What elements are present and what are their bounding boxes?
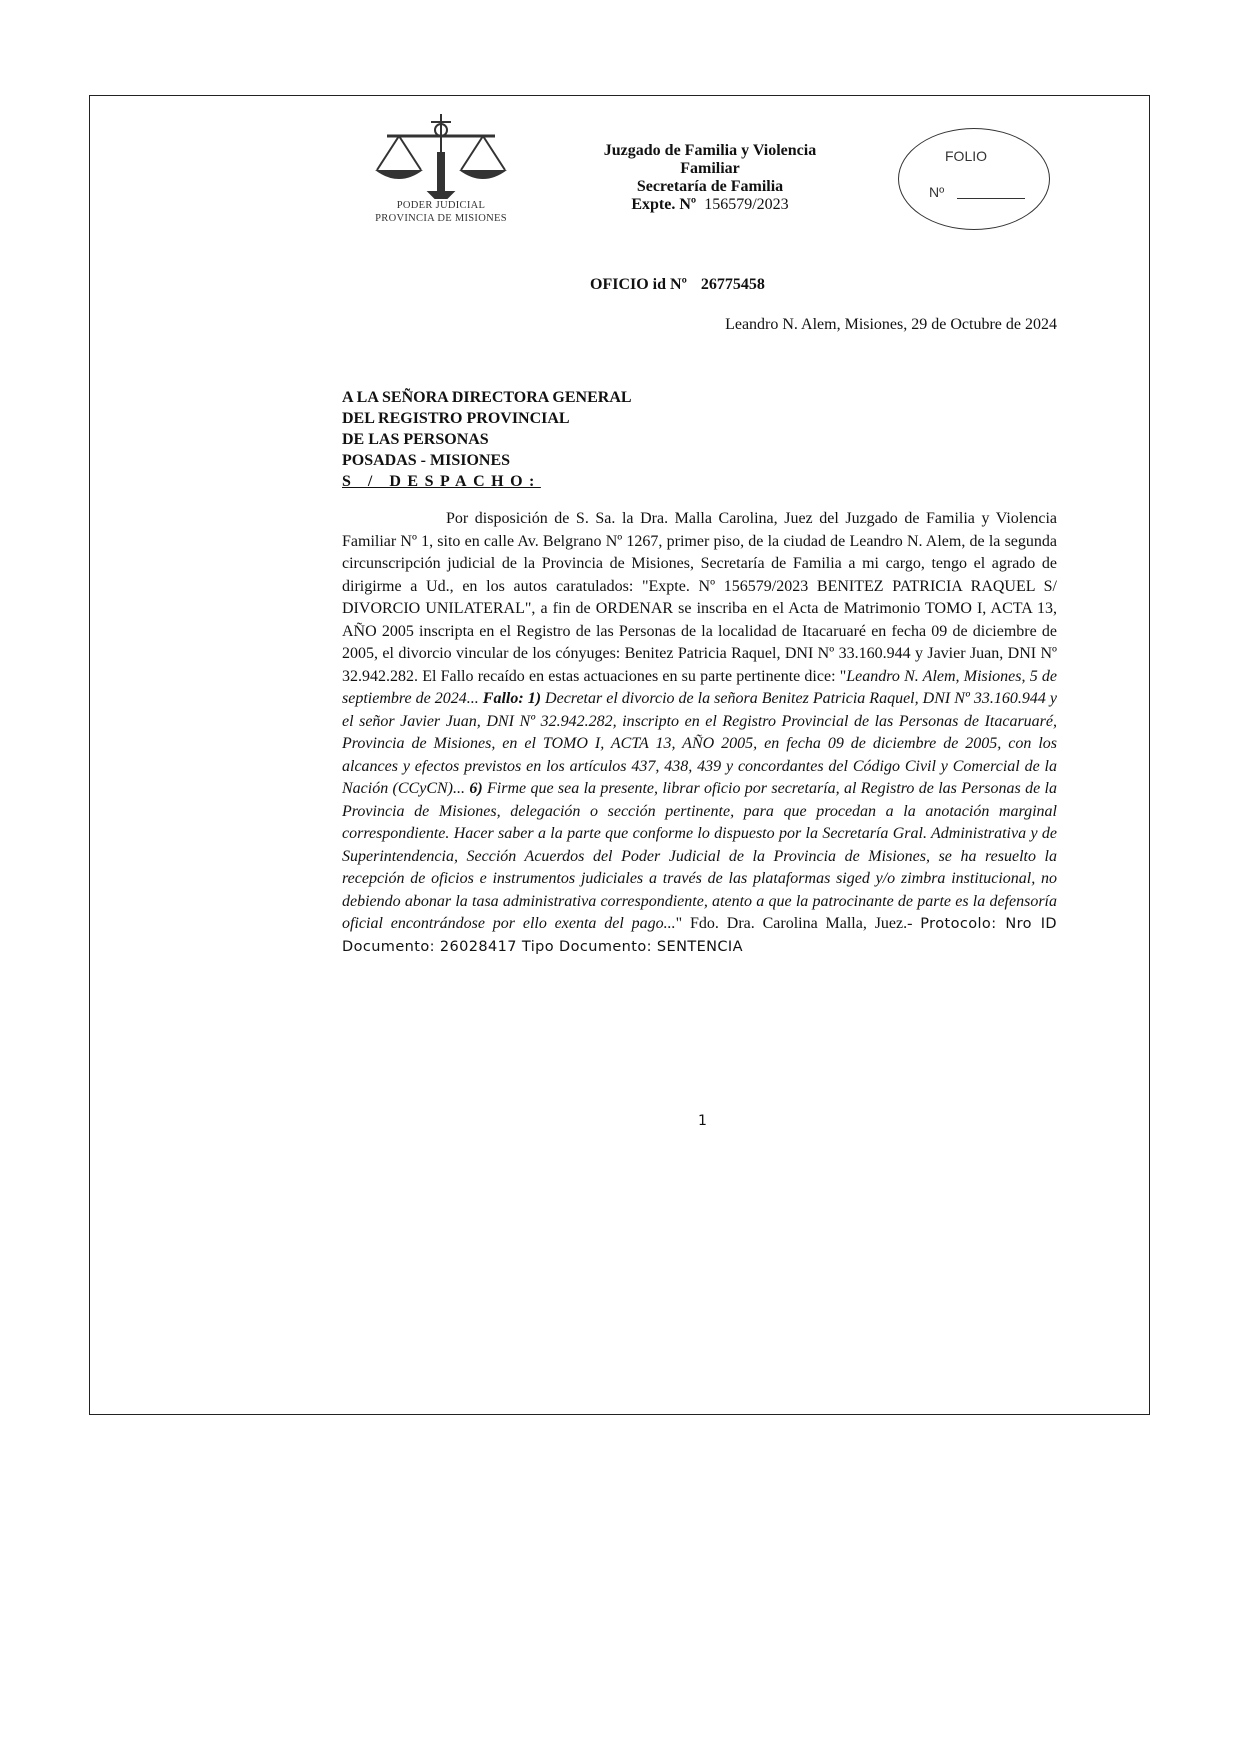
folio-number-label: Nº: [929, 184, 945, 200]
expte-number: 156579/2023: [704, 196, 789, 213]
oficio-number: 26775458: [700, 276, 765, 293]
folio-label: FOLIO: [945, 148, 988, 164]
oficio-id: [590, 276, 765, 294]
despacho-line: S / DESPACHO:: [342, 473, 541, 490]
item6-label: 6): [469, 780, 483, 797]
quote-part1: Leandro N. Alem, Misiones, 5 de septiembre de 2024...: [342, 667, 1058, 707]
court-header: [560, 142, 860, 214]
addressee-line4: POSADAS - MISIONES: [342, 452, 511, 469]
fallo-label: Fallo: 1): [482, 690, 542, 707]
addressee-block: [342, 387, 632, 492]
date-line: Leandro N. Alem, Misiones, 29 de Octubre de 2024: [725, 316, 1057, 333]
folio-stamp: [898, 128, 1050, 230]
expte-label: Expte. Nº: [631, 196, 697, 213]
court-name-line2: Familiar: [680, 160, 740, 177]
quote-part3: Firme que sea la presente, librar oficio por secretaría, al Registro de las Personas de la Provincia de Misiones, delegación o sección pertinente, para que procedan a la anotación marginal correspondiente. Hacer saber a la parte que conforme lo dispuesto por la Secretaría Gral. Administrativa y de Superintendencia, Sección Acuerdos del Poder Judicial de la Provincia de Misiones, se ha resuelto la recepción de oficios e instrumentos judiciales a través de las plataformas siged y/o zimbra institucional, no debiendo abonar la tasa administrativa correspondiente, atento a que la patrocinante de parte es la defensoría oficial encontrándose por ello exenta del pago...: [342, 780, 1057, 932]
letter-body: [342, 508, 1057, 958]
expte-line: [560, 196, 860, 214]
logo-text-line1: PODER JUDICIAL: [396, 200, 486, 211]
addressee-line2: DEL REGISTRO PROVINCIAL: [342, 410, 570, 427]
poder-judicial-logo: [355, 112, 527, 230]
body-intro: Por disposición de S. Sa. la Dra. Malla Carolina, Juez del Juzgado de Familia y Violencia Familiar Nº 1, sito en calle Av. Belgrano Nº 1267, primer piso, de la ciudad de Leandro N. Alem, de la segunda circunscripción judicial de la Provincia de Misiones, Secretaría de Familia a mi cargo, tengo el agrado de dirigirme a Ud., en los autos caratulados: "Expte. Nº 156579/2023 BENITEZ PATRICIA RAQUEL S/ DIVORCIO UNILATERAL", a fin de ORDENAR se inscriba en el Acta de Matrimonio TOMO I, ACTA 13, AÑO 2005 inscripta en el Registro de las Personas de la localidad de Itacaruaré en fecha 09 de diciembre de 2005, el divorcio vincular de los cónyuges: Benitez Patricia Raquel, DNI Nº 33.160.944 y Javier Juan, DNI Nº 32.942.282. El Fallo recaído en estas actuaciones en su parte pertinente dice: ": [342, 510, 1057, 685]
addressee-line1: A LA SEÑORA DIRECTORA GENERAL: [342, 389, 632, 406]
addressee-line3: DE LAS PERSONAS: [342, 431, 489, 448]
logo-text-line2: PROVINCIA DE MISIONES: [375, 213, 507, 224]
protocol-line: Protocolo: Nro ID Documento: 26028417 Tipo Documento: SENTENCIA: [342, 916, 1057, 955]
page-number: 1: [698, 1113, 707, 1129]
secretaria-line: Secretaría de Familia: [636, 178, 784, 195]
court-name-line1: Juzgado de Familia y Violencia: [603, 142, 817, 159]
oficio-label: OFICIO id Nº: [590, 276, 687, 293]
body-paragraph: [342, 508, 1057, 958]
scales-of-justice-icon: [369, 112, 513, 200]
signature-closing: " Fdo. Dra. Carolina Malla, Juez.-: [675, 915, 913, 932]
quote-part2: Decretar el divorcio de la señora Benitez Patricia Raquel, DNI Nº 33.160.944 y el señor Javier Juan, DNI Nº 32.942.282, inscripto en el Registro Provincial de las Personas de Itacaruaré, Provincia de Misiones, en el TOMO I, ACTA 13, AÑO 2005, en fecha 09 de diciembre de 2005, con los alcances y efectos previstos en los artículos 437, 438, 439 y concordantes del Código Civil y Comercial de la Nación (CCyCN)...: [342, 690, 1057, 797]
folio-number-blank: [957, 198, 1025, 199]
